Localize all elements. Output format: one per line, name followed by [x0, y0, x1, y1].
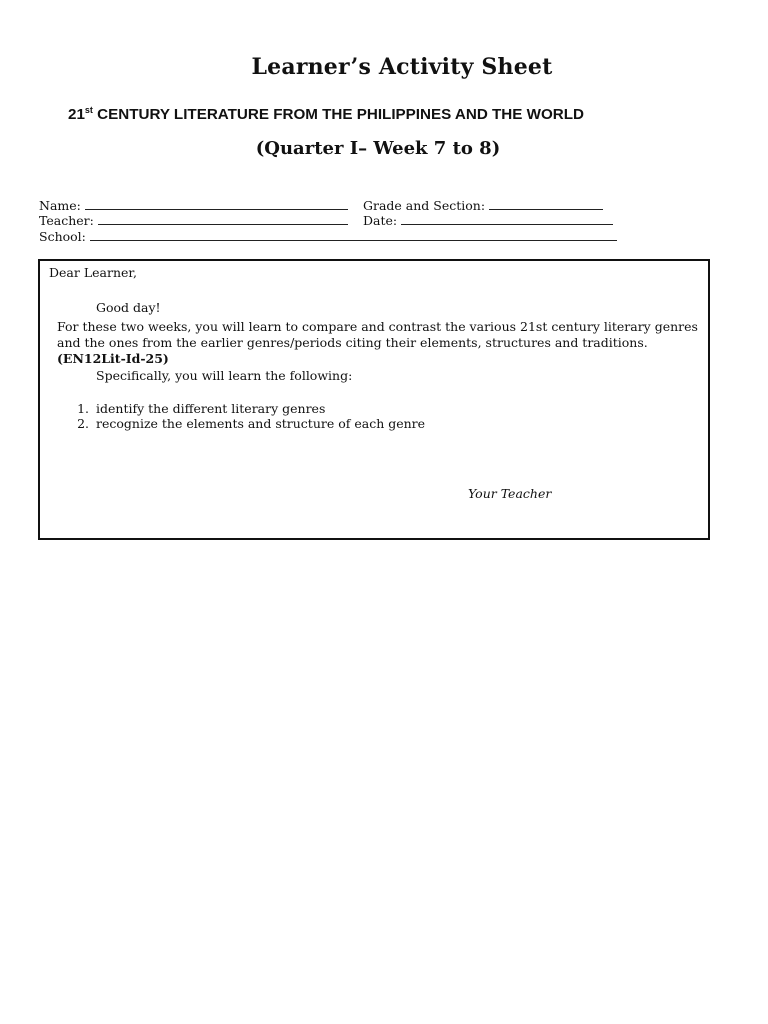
school-row — [39, 229, 617, 244]
grade-row — [363, 198, 603, 213]
sheet-title: Learner’s Activity Sheet — [251, 54, 553, 80]
specifically-text: Specifically, you will learn the following: — [96, 368, 353, 383]
course-subtitle — [68, 106, 584, 123]
name-row — [39, 198, 348, 213]
teacher-label: Teacher: — [39, 213, 94, 228]
date-label: Date: — [363, 213, 398, 228]
intro-text: For these two weeks, you will learn to compare and contrast the various 21st century literary genres and the ones from the earlier genres/periods citing their elements, structures and traditions. — [57, 319, 698, 350]
date-row — [363, 213, 613, 228]
name-field[interactable] — [85, 198, 348, 210]
teacher-signature: Your Teacher — [468, 486, 552, 501]
subtitle-text: CENTURY LITERATURE FROM THE PHILIPPINES AND THE WORLD — [92, 106, 584, 123]
objective-number: 1. — [77, 401, 89, 416]
school-field[interactable] — [90, 229, 617, 241]
competency-code: (EN12Lit-Id-25) — [57, 351, 169, 366]
letter-box — [38, 259, 710, 540]
objective-text: identify the different literary genres — [96, 401, 326, 416]
teacher-field[interactable] — [98, 213, 348, 225]
objective-number: 2. — [77, 416, 89, 431]
objective-item — [67, 401, 325, 416]
teacher-row — [39, 213, 348, 228]
subtitle-superscript: st — [84, 105, 93, 115]
greeting: Dear Learner, — [49, 265, 137, 280]
objective-text: recognize the elements and structure of each genre — [96, 416, 426, 431]
grade-section-label: Grade and Section: — [363, 198, 486, 213]
objective-item — [67, 416, 425, 431]
school-label: School: — [39, 229, 86, 244]
quarter-heading: (Quarter I– Week 7 to 8) — [255, 138, 501, 159]
date-field[interactable] — [401, 213, 613, 225]
good-day-text: Good day! — [96, 300, 161, 315]
subtitle-number: 21 — [68, 106, 85, 123]
grade-section-field[interactable] — [489, 198, 603, 210]
name-label: Name: — [39, 198, 81, 213]
intro-paragraph — [57, 319, 707, 367]
